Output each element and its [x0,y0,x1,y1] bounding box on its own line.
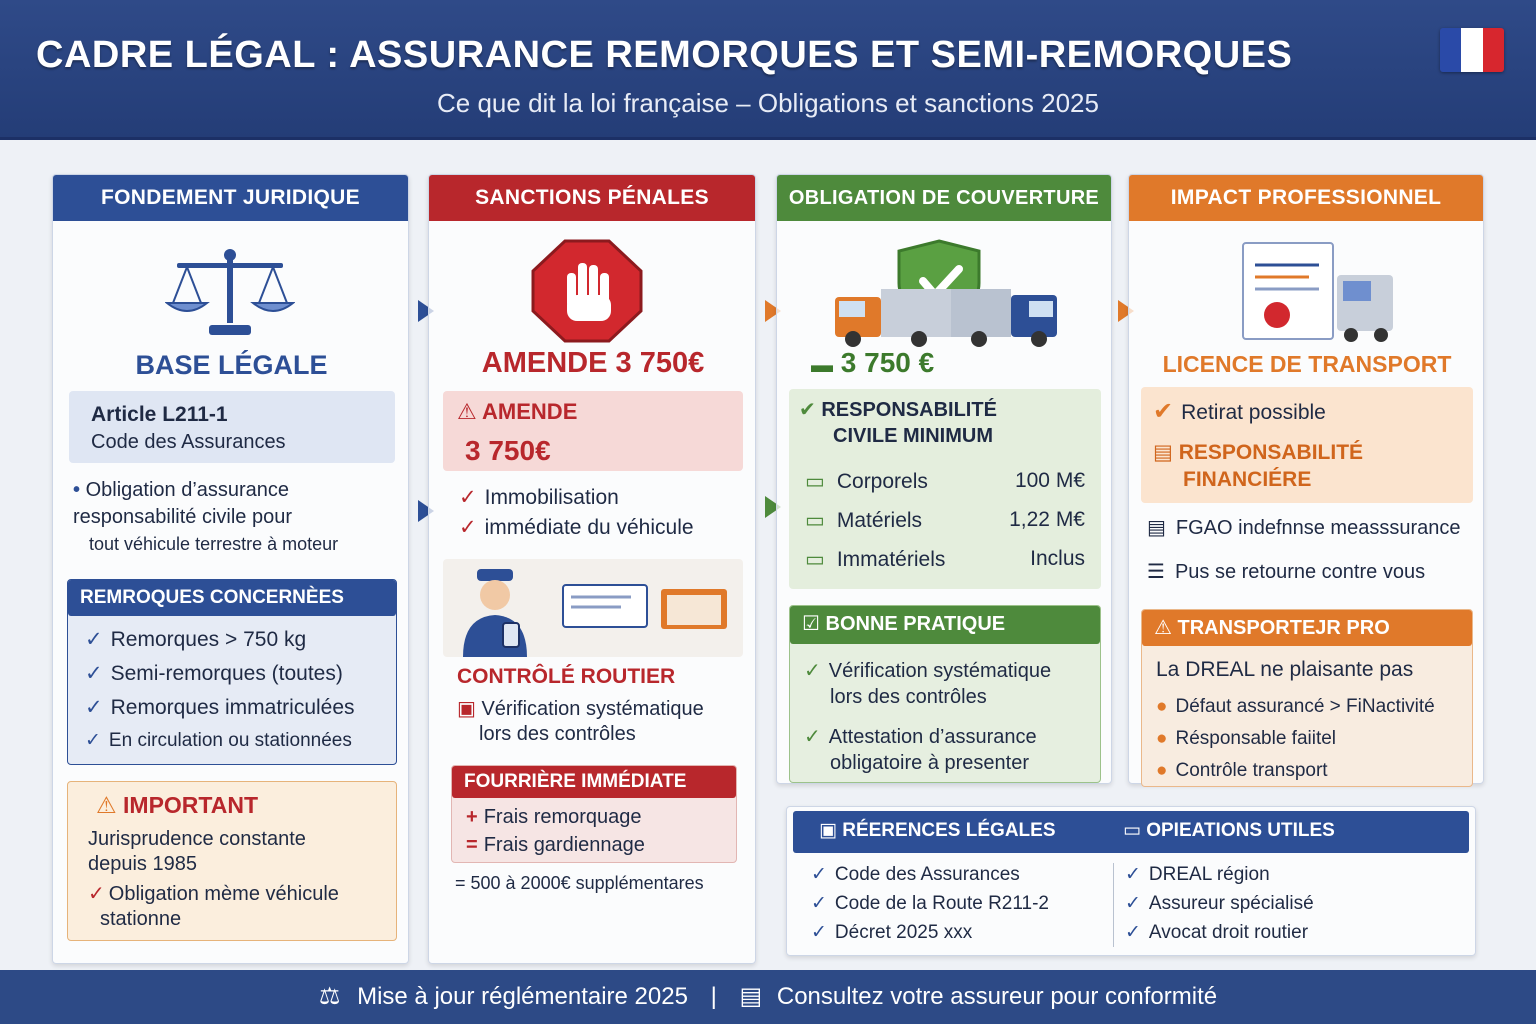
fgao-item: ▤ FGAO indefnnse measssurance [1147,517,1461,539]
document-truck-icon [1239,239,1399,343]
panel-impact-professionnel [1128,174,1484,784]
shield-check-truck-icon [829,239,1069,349]
transporteur-head: ⚠ TRANSPORTEJR PRO [1142,610,1472,646]
licence-label: LICENCE DE TRANSPORT [1162,351,1452,377]
truck-icon: ▬ [811,352,833,377]
article-ref: Article L211-1 [91,403,228,426]
ref-item: ✓ Décret 2025 xxx [811,922,973,943]
panel-head-obligation: OBLIGATION DE COUVERTURE [777,175,1111,221]
ref-item: ✓ Assureur spécialisé [1125,893,1314,914]
important-text-2: depuis 1985 [88,853,197,875]
footer-divider: | [710,983,717,1010]
book-icon: ▣ [819,820,837,841]
document-icon: ▣ [457,698,476,720]
checkbox-icon: ☑ [802,613,820,635]
important-text: Jurisprudence constante [88,828,306,850]
fourriere-extra: = 500 à 2000€ supplémentares [455,873,704,893]
control-head: CONTRÔLÉ ROUTIER [457,665,676,688]
ref-divider [1113,863,1114,947]
bonne-pratique-head: ☑ BONNE PRATIQUE [790,606,1100,644]
article-box [69,391,395,463]
amende-label: AMENDE 3 750€ [481,347,705,379]
coverage-icon: ▭ [805,470,825,493]
pro-item: ● Défaut assurancé > FiNactivité [1156,696,1435,717]
amende-head: ⚠ AMENDE [457,399,578,424]
pro-item: ● Contrôle transport [1156,760,1328,781]
concerned-item: ✓ Remorques immatriculées [85,696,355,719]
scales-icon: ⚖ [318,983,341,1010]
important-box [67,781,397,941]
article-code: Code des Assurances [91,431,286,453]
ref-head-left: ▣ RÉERENCES LÉGALES [819,820,1056,841]
police-officer-icon [455,565,535,657]
important-item: ✓ Obligation mème véhicule stationne [88,883,339,930]
coverage-amount: ▬ 3 750 € [811,347,935,378]
references-box [786,806,1476,956]
stop-hand-icon [531,239,643,343]
base-legale-label: BASE LÉGALE [135,350,328,380]
bonne-pratique-box [789,605,1101,783]
warning-icon: ⚠ [1154,617,1172,639]
panel-obligation-couverture [776,174,1112,784]
references-head-bar [793,811,1469,853]
dreal-text: La DREAL ne plaisante pas [1156,658,1414,681]
card-icon: ▭ [1123,820,1141,841]
amende-value: 3 750€ [465,435,551,466]
concerned-item: ✓ Semi-remorques (toutes) [85,662,343,685]
coverage-row: ▭ Immatériels Inclus [805,547,1085,571]
warning-icon: ⚠ [96,792,117,818]
pro-item: ● Résponsable faiitel [1156,728,1337,749]
fourriere-box [451,765,737,863]
check-circle-icon: ✔ [799,399,816,421]
footer-right: Consultez votre assureur pour conformité [776,983,1218,1010]
concerned-item: ✓ En circulation ou stationnées [85,730,352,751]
briefcase-icon: ▤ [1153,441,1173,464]
ref-head-right: ▭ OPIEATIONS UTILES [1123,820,1335,841]
document-icon: ▤ [739,983,763,1010]
footer-bar [0,970,1536,1024]
panel-sanctions-penales [428,174,756,964]
ref-item: ✓ Code des Assurances [811,864,1020,885]
document-icon: ▤ [1147,517,1166,539]
bp-item: ✓ Attestation d’assurance obligatoire à presenter [804,726,1037,774]
header-banner [0,0,1536,140]
coverage-icon: ▭ [805,548,825,571]
scales-icon [165,245,295,345]
important-head: ⚠ IMPORTANT [96,792,259,818]
coverage-icon: ▭ [805,509,825,532]
immobilisation-item: ✓ immédiate du véhicule [459,516,694,539]
panel-fondement-juridique [52,174,409,964]
list-icon: ☰ [1147,561,1165,583]
obligation-text: Obligation d’assurance responsabilité civile pour [73,479,293,528]
concerned-head: REMROQUES CONCERNÈES [68,580,396,616]
retrait-box [1141,387,1473,503]
obligation-bullet: • Obligation d’assurance responsabilité civile pour tout véhicule terrestre à moteur [73,479,339,554]
page-title: CADRE LÉGAL : ASSURANCE REMORQUES ET SEMI-REMORQUES [36,34,1293,76]
gavel-icon: ⚠ [457,399,477,424]
control-scene [443,559,743,657]
ref-item: ✓ Code de la Route R211-2 [811,893,1049,914]
coverage-row: ▭ Corporels 100 M€ [805,469,1085,493]
panel-head-fondement: FONDEMENT JURIDIQUE [53,175,408,221]
fourriere-item: = Frais gardiennage [466,834,645,856]
page-subtitle [0,88,1536,119]
rf-head: ▤ RESPONSABILITÉ FINANCIÉRE [1153,441,1364,491]
ref-item: ✓ DREAL région [1125,864,1270,885]
document-card-icon [561,579,731,637]
concerned-item: ✓ Remorques > 750 kg [85,628,307,651]
panel-head-impact: IMPACT PROFESSIONNEL [1129,175,1483,221]
fourriere-head: FOURRIÈRE IMMÉDIATE [452,766,736,798]
ref-item: ✓ Avocat droit routier [1125,922,1309,943]
transporteur-box [1141,609,1473,787]
bp-item: ✓ Vérification systématique lors des contrôles [804,660,1052,708]
retourne-item: ☰ Pus se retourne contre vous [1147,561,1426,583]
obligation-text-2: tout véhicule terrestre à moteur [89,534,339,554]
french-flag-icon [1440,28,1504,72]
panel-head-sanctions: SANCTIONS PÉNALES [429,175,755,221]
subtitle-text: Ce que dit la loi française – Obligations et sanctions 2025 [437,88,1099,118]
coverage-row: ▭ Matériels 1,22 M€ [805,508,1085,532]
immobilisation-item: ✓ Immobilisation [459,486,619,509]
control-text: ▣ Vérification systématique lors des contrôles [457,698,704,745]
amende-box [443,391,743,471]
rc-head: ✔ RESPONSABILITÉ CIVILE MINIMUM [799,399,997,447]
fourriere-item: + Frais remorquage [466,806,642,828]
footer-left: Mise à jour réglémentaire 2025 [357,983,688,1010]
retrait-item: ✔ Retirat possible [1153,398,1326,425]
